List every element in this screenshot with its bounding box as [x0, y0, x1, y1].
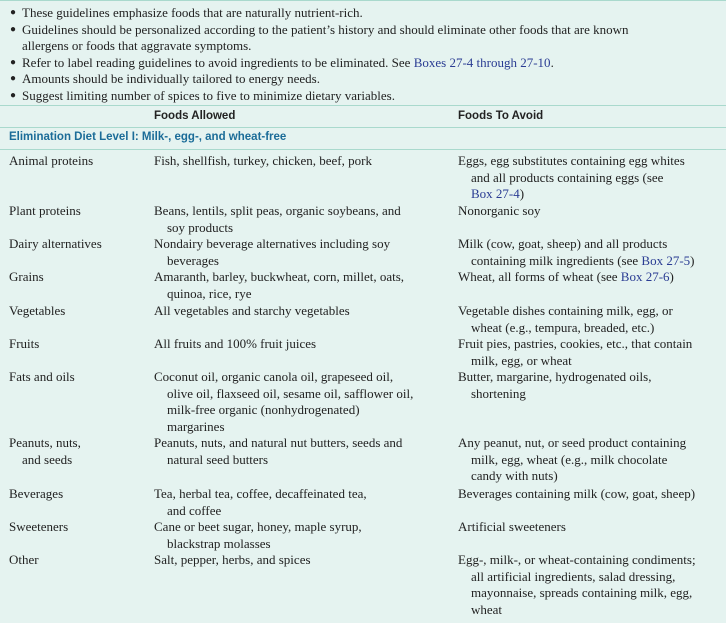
box-link[interactable]: Box 27-4 — [471, 186, 520, 202]
allowed-cell: Salt, pepper, herbs, and spices — [154, 552, 311, 567]
guideline-item: ● Suggest limiting number of spices to five to minimize dietary variables. — [10, 87, 395, 103]
allowed-cell: Tea, herbal tea, coffee, decaffeinated tea, and coffee — [154, 486, 367, 518]
guideline-item: ● These guidelines emphasize foods that are naturally nutrient-rich. — [10, 5, 363, 20]
category-cell: Peanuts, nuts, and seeds — [9, 435, 81, 467]
avoid-cell: Egg-, milk-, or wheat-containing condiments; all artificial ingredients, salad dressing, mayonnaise, spreads containing milk, egg, wheat — [458, 552, 696, 617]
bullet-icon: ● — [10, 73, 17, 85]
guideline-item: ● Refer to label reading guidelines to avoid ingredients to be eliminated. See Boxes 27-4 through 27-10. — [10, 54, 554, 70]
avoid-cell: Eggs, egg substitutes containing egg whites and all products containing eggs (see Box 27-4) — [458, 153, 685, 202]
avoid-cell: Vegetable dishes containing milk, egg, or wheat (e.g., tempura, breaded, etc.) — [458, 303, 673, 335]
allowed-cell: All vegetables and starchy vegetables — [154, 303, 350, 318]
category-cell: Beverages — [9, 486, 64, 501]
guidelines-list — [8, 5, 720, 105]
allowed-cell: Coconut oil, organic canola oil, grapeseed oil, olive oil, flaxseed oil, sesame oil, safflower oil, milk-free organic (nonhydrogenated) margarines — [154, 369, 414, 434]
category-cell: Sweeteners — [9, 519, 69, 534]
bullet-icon: ● — [10, 89, 17, 101]
category-cell: Animal proteins — [9, 153, 94, 168]
section-title: Elimination Diet Level I: Milk-, egg-, and wheat-free — [9, 131, 287, 143]
box-link[interactable]: Box 27-6 — [620, 269, 670, 284]
box-link[interactable]: Box 27-5 — [641, 252, 691, 268]
avoid-cell: Artificial sweeteners — [458, 519, 566, 534]
allowed-cell: Fish, shellfish, turkey, chicken, beef, pork — [154, 153, 372, 168]
divider — [0, 149, 726, 150]
avoid-cell: Milk (cow, goat, sheep) and all products containing milk ingredients (see Box 27-5) — [458, 236, 695, 268]
allowed-cell: Peanuts, nuts, and natural nut butters, seeds and natural seed butters — [154, 435, 403, 467]
category-cell: Plant proteins — [9, 203, 81, 218]
divider — [0, 105, 726, 106]
category-cell: Grains — [9, 269, 44, 284]
divider — [0, 127, 726, 128]
category-cell: Vegetables — [9, 303, 66, 318]
category-cell: Fruits — [9, 336, 40, 351]
avoid-cell: Butter, margarine, hydrogenated oils, shortening — [458, 369, 652, 401]
top-rule — [0, 0, 726, 1]
guideline-item: ● Amounts should be individually tailored to energy needs. — [10, 71, 320, 87]
category-cell: Dairy alternatives — [9, 236, 102, 251]
bullet-icon: ● — [10, 23, 17, 35]
avoid-cell: Beverages containing milk (cow, goat, sheep) — [458, 486, 696, 501]
guideline-item: ● Guidelines should be personalized according to the patient’s history and should eliminate other foods that are known allergens or foods that aggravate symptoms. — [10, 21, 629, 54]
category-cell: Other — [9, 552, 39, 567]
bullet-icon: ● — [10, 56, 17, 68]
column-header-allowed: Foods Allowed — [154, 110, 236, 122]
allowed-cell: Cane or beet sugar, honey, maple syrup, blackstrap molasses — [154, 519, 362, 551]
avoid-cell: Nonorganic soy — [458, 203, 541, 218]
allowed-cell: Amaranth, barley, buckwheat, corn, millet, oats, quinoa, rice, rye — [154, 269, 405, 301]
allowed-cell: All fruits and 100% fruit juices — [154, 336, 317, 351]
boxes-link[interactable]: Boxes 27-4 through 27-10 — [413, 54, 551, 70]
allowed-cell: Beans, lentils, split peas, organic soybeans, and soy products — [154, 203, 401, 235]
bullet-icon: ● — [10, 7, 17, 18]
category-cell: Fats and oils — [9, 369, 75, 384]
avoid-cell: Any peanut, nut, or seed product containing milk, egg, wheat (e.g., milk chocolate candy with nuts) — [458, 435, 687, 484]
allowed-cell: Nondairy beverage alternatives including soy beverages — [154, 236, 391, 268]
column-header-avoid: Foods To Avoid — [458, 110, 544, 122]
avoid-cell: Fruit pies, pastries, cookies, etc., that contain milk, egg, or wheat — [458, 336, 693, 368]
avoid-cell: Wheat, all forms of wheat (see Box 27-6) — [458, 269, 674, 284]
